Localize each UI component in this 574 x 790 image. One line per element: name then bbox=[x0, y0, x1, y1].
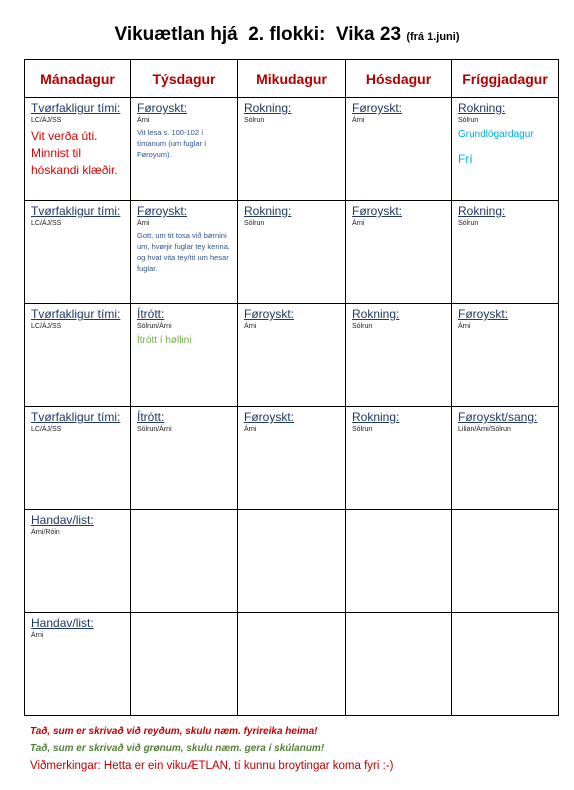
teacher-label: Árni bbox=[31, 632, 44, 639]
teacher-label: Árni bbox=[352, 220, 365, 227]
subject-label: Rokning: bbox=[458, 101, 506, 115]
schedule-cell bbox=[238, 98, 346, 201]
day-header: Fríggjadagur bbox=[452, 60, 559, 98]
schedule-cell bbox=[131, 304, 238, 407]
day-header-row bbox=[25, 60, 559, 98]
day-header: Mikudagur bbox=[238, 60, 346, 98]
schedule-cell bbox=[25, 201, 131, 304]
teacher-label: Sólrun/Árni bbox=[137, 426, 172, 433]
teacher-label: Sólrun bbox=[458, 220, 479, 227]
subject-label: Tvørfakligur tími: bbox=[31, 410, 121, 424]
teacher-label: Árni bbox=[458, 323, 471, 330]
schedule-cell bbox=[346, 98, 452, 201]
subject-label: Ítrótt: bbox=[137, 307, 165, 321]
schedule-cell bbox=[452, 510, 559, 613]
subject-label: Rokning: bbox=[244, 204, 292, 218]
subject-label: Ítrótt: bbox=[137, 410, 165, 424]
schedule-cell bbox=[131, 510, 238, 613]
teacher-label: Sólrun bbox=[458, 117, 479, 124]
teacher-label: Sólrun bbox=[352, 323, 373, 330]
schedule-cell bbox=[452, 613, 559, 716]
remarks-note: Viðmerkingar: Hetta er ein vikuÆTLAN, tí kunnu broytingar koma fyri :-) bbox=[30, 760, 394, 772]
subject-label: Tvørfakligur tími: bbox=[31, 204, 121, 218]
schedule-cell bbox=[238, 304, 346, 407]
subject-label: Rokning: bbox=[352, 410, 400, 424]
subject-label: Føroyskt: bbox=[137, 101, 187, 115]
day-header: Hósdagur bbox=[346, 60, 452, 98]
schedule-cell bbox=[346, 510, 452, 613]
teacher-label: LC/ÁJ/SS bbox=[31, 117, 62, 124]
schedule-cell bbox=[238, 510, 346, 613]
schedule-row bbox=[25, 304, 559, 407]
cell-note: Ítrótt í høllini bbox=[137, 335, 192, 346]
teacher-label: LC/ÁJ/SS bbox=[31, 323, 62, 330]
cell-note: Vit lesa s. 100-102 í tímanum (um fuglar í Føroyum). bbox=[137, 128, 207, 159]
teacher-label: Sólrun bbox=[352, 426, 373, 433]
teacher-label: Sólrun bbox=[244, 220, 265, 227]
schedule-cell bbox=[25, 510, 131, 613]
schedule-cell bbox=[25, 304, 131, 407]
subject-label: Handav/list: bbox=[31, 513, 94, 527]
schedule-cell bbox=[25, 407, 131, 510]
schedule-cell bbox=[346, 201, 452, 304]
schedule-cell bbox=[346, 613, 452, 716]
teacher-label: Árni bbox=[137, 117, 150, 124]
schedule-cell bbox=[346, 407, 452, 510]
subject-label: Føroyskt: bbox=[352, 204, 402, 218]
subject-label: Føroyskt: bbox=[458, 307, 508, 321]
teacher-label: Árni bbox=[244, 323, 257, 330]
schedule-row bbox=[25, 407, 559, 510]
legend-red-note: Tað, sum er skrivað við reyðum, skulu næm. fyrireika heima! bbox=[30, 726, 318, 737]
subject-label: Føroyskt: bbox=[244, 307, 294, 321]
cell-note: Vit verða úti. Minnist til hóskandi klæðir. bbox=[31, 129, 118, 177]
schedule-cell bbox=[346, 304, 452, 407]
schedule-cell bbox=[131, 98, 238, 201]
teacher-label: Sólrun bbox=[244, 117, 265, 124]
cell-note: Grundlógardagur bbox=[458, 129, 534, 140]
subject-label: Rokning: bbox=[458, 204, 506, 218]
subject-label: Føroyskt/sang: bbox=[458, 410, 538, 424]
schedule-body bbox=[25, 98, 559, 716]
subject-label: Tvørfakligur tími: bbox=[31, 101, 121, 115]
schedule-cell bbox=[25, 98, 131, 201]
teacher-label: LC/ÁJ/SS bbox=[31, 426, 62, 433]
cell-note: Frí bbox=[458, 152, 473, 166]
page-title bbox=[0, 24, 574, 46]
subject-label: Føroyskt: bbox=[352, 101, 402, 115]
subject-label: Tvørfakligur tími: bbox=[31, 307, 121, 321]
schedule-cell bbox=[131, 407, 238, 510]
teacher-label: Lilian/Árni/Sólrun bbox=[458, 426, 511, 433]
schedule-cell bbox=[238, 407, 346, 510]
schedule-row bbox=[25, 510, 559, 613]
schedule-row bbox=[25, 98, 559, 201]
legend-green-note: Tað, sum er skrivað við grønum, skulu næm. gera í skúlanum! bbox=[30, 743, 325, 754]
schedule-cell bbox=[238, 613, 346, 716]
cell-note: Gott, um tit tosa við børnini um, hvørjir fuglar tey kenna, og hvat vita tey/tit um hesar fuglar. bbox=[137, 231, 230, 273]
schedule-row bbox=[25, 613, 559, 716]
day-header: Týsdagur bbox=[131, 60, 238, 98]
schedule-cell bbox=[238, 201, 346, 304]
teacher-label: LC/ÁJ/SS bbox=[31, 220, 62, 227]
title-main: Vikuætlan hjá 2. flokki: Vika 23 bbox=[114, 24, 407, 45]
schedule-cell bbox=[131, 613, 238, 716]
weekly-schedule-table bbox=[24, 59, 559, 716]
schedule-cell bbox=[131, 201, 238, 304]
title-date-range: (frá 1.juni) bbox=[406, 31, 460, 43]
teacher-label: Árni bbox=[137, 220, 150, 227]
schedule-cell bbox=[452, 201, 559, 304]
schedule-cell bbox=[452, 304, 559, 407]
schedule-row bbox=[25, 201, 559, 304]
subject-label: Føroyskt: bbox=[137, 204, 187, 218]
teacher-label: Sólrun/Árni bbox=[137, 323, 172, 330]
teacher-label: Árni bbox=[244, 426, 257, 433]
schedule-cell bbox=[452, 407, 559, 510]
subject-label: Rokning: bbox=[244, 101, 292, 115]
subject-label: Handav/list: bbox=[31, 616, 94, 630]
subject-label: Føroyskt: bbox=[244, 410, 294, 424]
subject-label: Rokning: bbox=[352, 307, 400, 321]
teacher-label: Árni bbox=[352, 117, 365, 124]
teacher-label: Árni/Róin bbox=[31, 529, 60, 536]
schedule-cell bbox=[452, 98, 559, 201]
schedule-cell bbox=[25, 613, 131, 716]
day-header: Mánadagur bbox=[25, 60, 131, 98]
